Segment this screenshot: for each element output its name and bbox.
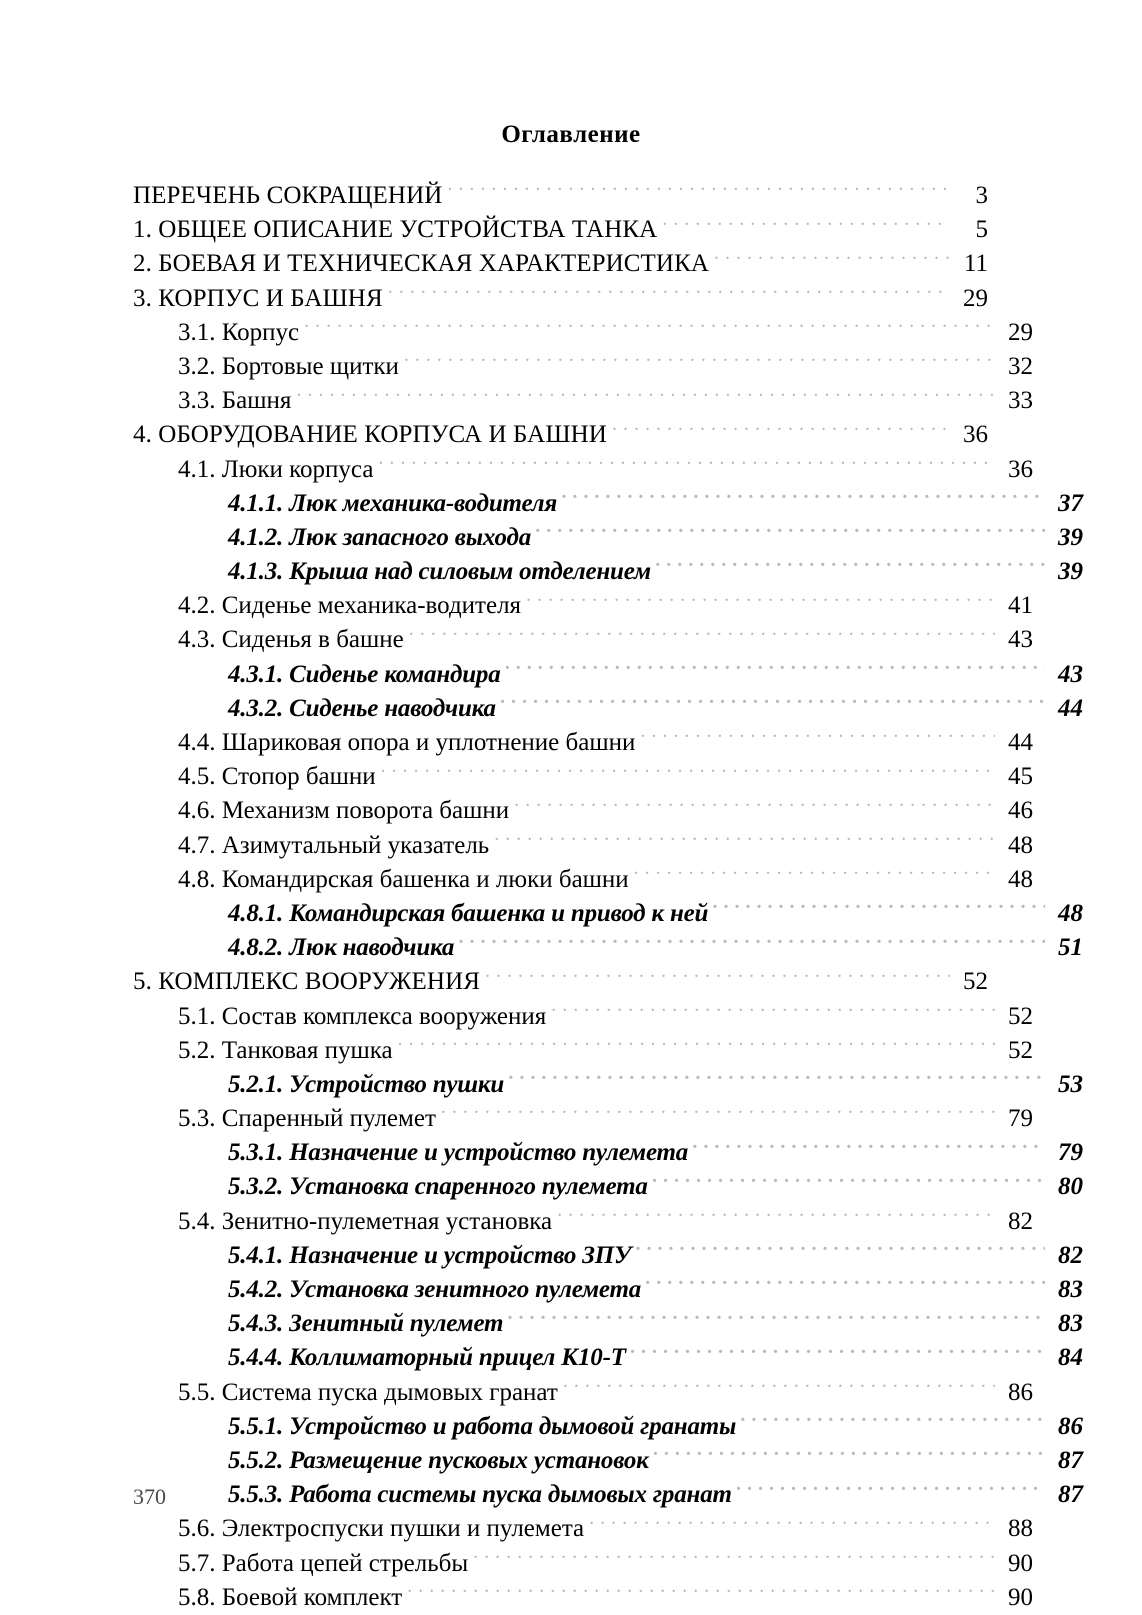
toc-entry-page-number: 79 [1008, 1105, 1033, 1133]
toc-dot-leader [741, 1409, 1045, 1434]
toc-entry[interactable] [228, 1443, 1083, 1477]
toc-entry-label: 5.3. Спаренный пулемет [178, 1105, 436, 1133]
toc-entry-label: 4.1.1. Люк механика-водителя [228, 489, 558, 517]
toc-entry-label: 5.4.4. Коллиматорный прицел К10-Т [228, 1344, 626, 1372]
toc-entry-label: 3.3. Башня [178, 387, 292, 415]
toc-entry[interactable] [133, 212, 988, 246]
toc-entry-label: 3.2. Бортовые щитки [178, 352, 399, 380]
toc-entry-page-number: 90 [1008, 1583, 1033, 1611]
toc-entry-label: 4.4. Шариковая опора и уплотнение башни [178, 729, 636, 756]
toc-dot-leader [656, 554, 1045, 579]
toc-entry-label: 2. БОЕВАЯ И ТЕХНИЧЕСКАЯ ХАРАКТЕРИСТИКА [133, 250, 710, 278]
toc-dot-leader [654, 1443, 1045, 1468]
toc-dot-leader [509, 1067, 1045, 1092]
toc-entry[interactable] [178, 1511, 1033, 1545]
toc-entry-page-number: 52 [1008, 1002, 1033, 1030]
toc-entry[interactable] [178, 725, 1033, 759]
toc-dot-leader [662, 212, 950, 237]
toc-entry-label: 5.7. Работа цепей стрельбы [178, 1549, 469, 1577]
toc-dot-leader [378, 452, 995, 477]
toc-entry[interactable] [228, 1340, 1083, 1374]
page-title: Оглавление [501, 121, 641, 148]
toc-entry-page-number: 80 [1058, 1173, 1083, 1201]
toc-dot-leader [407, 1580, 995, 1605]
toc-dot-leader [494, 828, 995, 853]
toc-entry-page-number: 48 [1008, 831, 1033, 859]
toc-entry-label: 4.3.2. Сиденье наводчика [228, 694, 496, 722]
toc-entry-page-number: 32 [1008, 352, 1033, 380]
toc-entry[interactable] [228, 1135, 1083, 1169]
toc-dot-leader [388, 281, 950, 306]
toc-entry[interactable] [178, 383, 1033, 417]
toc-dot-leader [646, 1272, 1045, 1297]
toc-dot-leader [562, 486, 1045, 511]
toc-entry-label: 4.1.3. Крыша над силовым отделением [228, 558, 651, 586]
toc-entry-page-number: 79 [1058, 1139, 1083, 1167]
toc-dot-leader [557, 1204, 995, 1229]
toc-entry-page-number: 86 [1008, 1378, 1033, 1406]
table-of-contents-list [133, 178, 1083, 1614]
toc-dot-leader [589, 1511, 995, 1536]
toc-dot-leader [514, 793, 995, 818]
toc-dot-leader [501, 691, 1045, 716]
toc-entry-label: 4.8. Командирская башенка и люки башни [178, 865, 629, 893]
toc-dot-leader [304, 315, 995, 340]
toc-entry[interactable] [228, 1409, 1083, 1443]
toc-entry-label: ПЕРЕЧЕНЬ СОКРАЩЕНИЙ [133, 182, 443, 209]
toc-entry-page-number: 48 [1058, 899, 1083, 927]
toc-entry-label: 5.4.2. Установка зенитного пулемета [228, 1276, 642, 1303]
toc-dot-leader [693, 1135, 1045, 1160]
toc-entry-label: 3. КОРПУС И БАШНЯ [133, 284, 383, 312]
toc-dot-leader [508, 1306, 1045, 1331]
toc-dot-leader [714, 246, 950, 271]
toc-entry-page-number: 48 [1008, 865, 1033, 893]
toc-entry[interactable] [178, 1204, 1033, 1238]
toc-entry-page-number: 83 [1058, 1310, 1083, 1338]
toc-entry[interactable] [178, 452, 1033, 486]
toc-dot-leader [737, 1477, 1045, 1502]
toc-entry-page-number: 90 [1008, 1549, 1033, 1577]
toc-entry-label: 4.3. Сиденья в башне [178, 626, 404, 654]
toc-entry-page-number: 39 [1058, 558, 1083, 586]
toc-entry-page-number: 3 [975, 182, 988, 209]
toc-entry-page-number: 52 [1008, 1036, 1033, 1064]
toc-dot-leader [506, 657, 1045, 682]
toc-entry-page-number: 86 [1058, 1412, 1083, 1440]
toc-entry[interactable] [228, 1238, 1083, 1272]
toc-entry[interactable] [228, 1477, 1083, 1511]
toc-entry-page-number: 51 [1058, 934, 1083, 962]
toc-entry[interactable] [228, 554, 1083, 588]
toc-entry[interactable] [228, 1169, 1083, 1203]
toc-entry-page-number: 88 [1008, 1515, 1033, 1543]
toc-entry[interactable] [178, 1101, 1033, 1135]
toc-dot-leader [404, 349, 995, 374]
toc-entry-page-number: 43 [1008, 626, 1033, 654]
toc-entry[interactable] [133, 178, 988, 212]
toc-entry[interactable] [228, 486, 1083, 520]
toc-entry[interactable] [228, 930, 1083, 964]
toc-entry-page-number: 29 [963, 284, 988, 312]
toc-dot-leader [473, 1546, 995, 1571]
toc-entry-page-number: 36 [963, 421, 988, 449]
toc-dot-leader [631, 1340, 1045, 1365]
toc-dot-leader [653, 1169, 1045, 1194]
toc-entry[interactable] [178, 862, 1033, 896]
toc-entry[interactable] [228, 896, 1083, 930]
toc-entry-label: 5.5.2. Размещение пусковых установок [228, 1446, 649, 1474]
toc-entry[interactable] [178, 349, 1033, 383]
toc-entry-label: 5.1. Состав комплекса вооружения [178, 1002, 547, 1030]
toc-dot-leader [551, 999, 995, 1024]
toc-entry-label: 4.8.1. Командирская башенка и привод к ней [228, 899, 709, 927]
toc-dot-leader [636, 1238, 1045, 1263]
toc-entry-label: 4. ОБОРУДОВАНИЕ КОРПУСА И БАШНИ [133, 421, 607, 449]
toc-dot-leader [441, 1101, 995, 1126]
toc-entry-label: 5.4. Зенитно-пулеметная установка [178, 1207, 553, 1235]
toc-entry-label: 5. КОМПЛЕКС ВООРУЖЕНИЯ [133, 968, 481, 996]
toc-entry-page-number: 41 [1008, 592, 1033, 620]
toc-entry[interactable] [133, 964, 988, 998]
toc-entry-page-number: 37 [1058, 489, 1083, 517]
toc-entry-label: 4.1.2. Люк запасного выхода [228, 523, 531, 551]
toc-entry-label: 4.3.1. Сиденье командира [228, 660, 501, 688]
toc-dot-leader [409, 622, 995, 647]
toc-entry-page-number: 87 [1058, 1446, 1083, 1474]
toc-entry[interactable] [178, 759, 1033, 793]
toc-dot-leader [713, 896, 1045, 921]
toc-entry[interactable] [228, 691, 1083, 725]
toc-dot-leader [634, 862, 995, 887]
toc-entry-label: 4.7. Азимутальный указатель [178, 831, 490, 859]
page-folio-number: 370 [133, 1484, 166, 1509]
toc-entry-label: 5.5. Система пуска дымовых гранат [178, 1378, 558, 1406]
toc-entry[interactable] [178, 828, 1033, 862]
toc-entry-page-number: 39 [1058, 523, 1083, 551]
toc-dot-leader [381, 759, 995, 784]
toc-entry[interactable] [178, 1375, 1033, 1409]
toc-entry-page-number: 5 [975, 216, 988, 244]
toc-entry-label: 4.5. Стопор башни [178, 763, 376, 791]
toc-entry[interactable] [228, 1067, 1083, 1101]
toc-entry[interactable] [178, 1033, 1033, 1067]
toc-entry[interactable] [178, 622, 1033, 656]
toc-entry[interactable] [228, 1272, 1083, 1306]
toc-entry-page-number: 45 [1008, 763, 1033, 791]
toc-dot-leader [398, 1033, 995, 1058]
toc-entry[interactable] [228, 1306, 1083, 1340]
toc-entry-page-number: 82 [1008, 1207, 1033, 1235]
toc-entry-label: 5.2. Танковая пушка [178, 1036, 393, 1064]
toc-entry-page-number: 36 [1008, 455, 1033, 483]
toc-dot-leader [485, 964, 950, 989]
toc-entry-label: 4.2. Сиденье механика-водителя [178, 592, 522, 620]
toc-entry[interactable] [178, 793, 1033, 827]
toc-entry-page-number: 33 [1008, 387, 1033, 415]
toc-entry[interactable] [133, 417, 988, 451]
toc-entry-label: 5.3.1. Назначение и устройство пулемета [228, 1139, 689, 1167]
toc-dot-leader [563, 1375, 995, 1400]
toc-dot-leader [536, 520, 1045, 545]
toc-entry-page-number: 44 [1008, 729, 1033, 756]
toc-entry-page-number: 83 [1058, 1276, 1083, 1303]
toc-entry-label: 5.3.2. Установка спаренного пулемета [228, 1173, 648, 1201]
toc-entry-page-number: 82 [1058, 1241, 1083, 1269]
toc-entry[interactable] [228, 520, 1083, 554]
toc-entry-page-number: 46 [1008, 797, 1033, 825]
toc-entry-label: 5.5.3. Работа системы пуска дымовых гранат [228, 1481, 732, 1509]
toc-entry-label: 5.6. Электроспуски пушки и пулемета [178, 1515, 585, 1543]
toc-entry-label: 5.5.1. Устройство и работа дымовой гранаты [228, 1412, 737, 1440]
toc-entry[interactable] [178, 1580, 1033, 1614]
toc-entry[interactable] [228, 657, 1083, 691]
toc-entry-label: 5.8. Боевой комплект [178, 1583, 403, 1611]
toc-dot-leader [526, 588, 995, 613]
toc-dot-leader [640, 725, 995, 750]
toc-entry-page-number: 53 [1058, 1070, 1083, 1098]
toc-entry-label: 4.8.2. Люк наводчика [228, 934, 455, 962]
toc-entry-label: 3.1. Корпус [178, 318, 300, 346]
toc-entry-label: 5.4.3. Зенитный пулемет [228, 1310, 504, 1338]
toc-entry-label: 4.6. Механизм поворота башни [178, 797, 510, 825]
toc-entry-label: 4.1. Люки корпуса [178, 455, 374, 483]
toc-entry-page-number: 43 [1058, 660, 1083, 688]
toc-dot-leader [447, 178, 950, 203]
toc-entry-page-number: 44 [1058, 694, 1083, 722]
toc-entry-page-number: 52 [963, 968, 988, 996]
toc-dot-leader [459, 930, 1045, 955]
toc-entry-page-number: 87 [1058, 1481, 1083, 1509]
toc-entry[interactable] [178, 1546, 1033, 1580]
toc-entry[interactable] [178, 588, 1033, 622]
toc-entry-label: 5.4.1. Назначение и устройство ЗПУ [228, 1241, 632, 1269]
toc-entry[interactable] [133, 246, 988, 280]
toc-entry-page-number: 29 [1008, 318, 1033, 346]
toc-entry[interactable] [133, 281, 988, 315]
toc-entry-page-number: 11 [963, 250, 988, 278]
toc-dot-leader [612, 417, 950, 442]
toc-entry-label: 1. ОБЩЕЕ ОПИСАНИЕ УСТРОЙСТВА ТАНКА [133, 216, 658, 244]
toc-entry-label: 5.2.1. Устройство пушки [228, 1070, 505, 1098]
toc-entry[interactable] [178, 315, 1033, 349]
toc-dot-leader [296, 383, 995, 408]
toc-entry-page-number: 84 [1058, 1344, 1083, 1372]
toc-entry[interactable] [178, 999, 1033, 1033]
